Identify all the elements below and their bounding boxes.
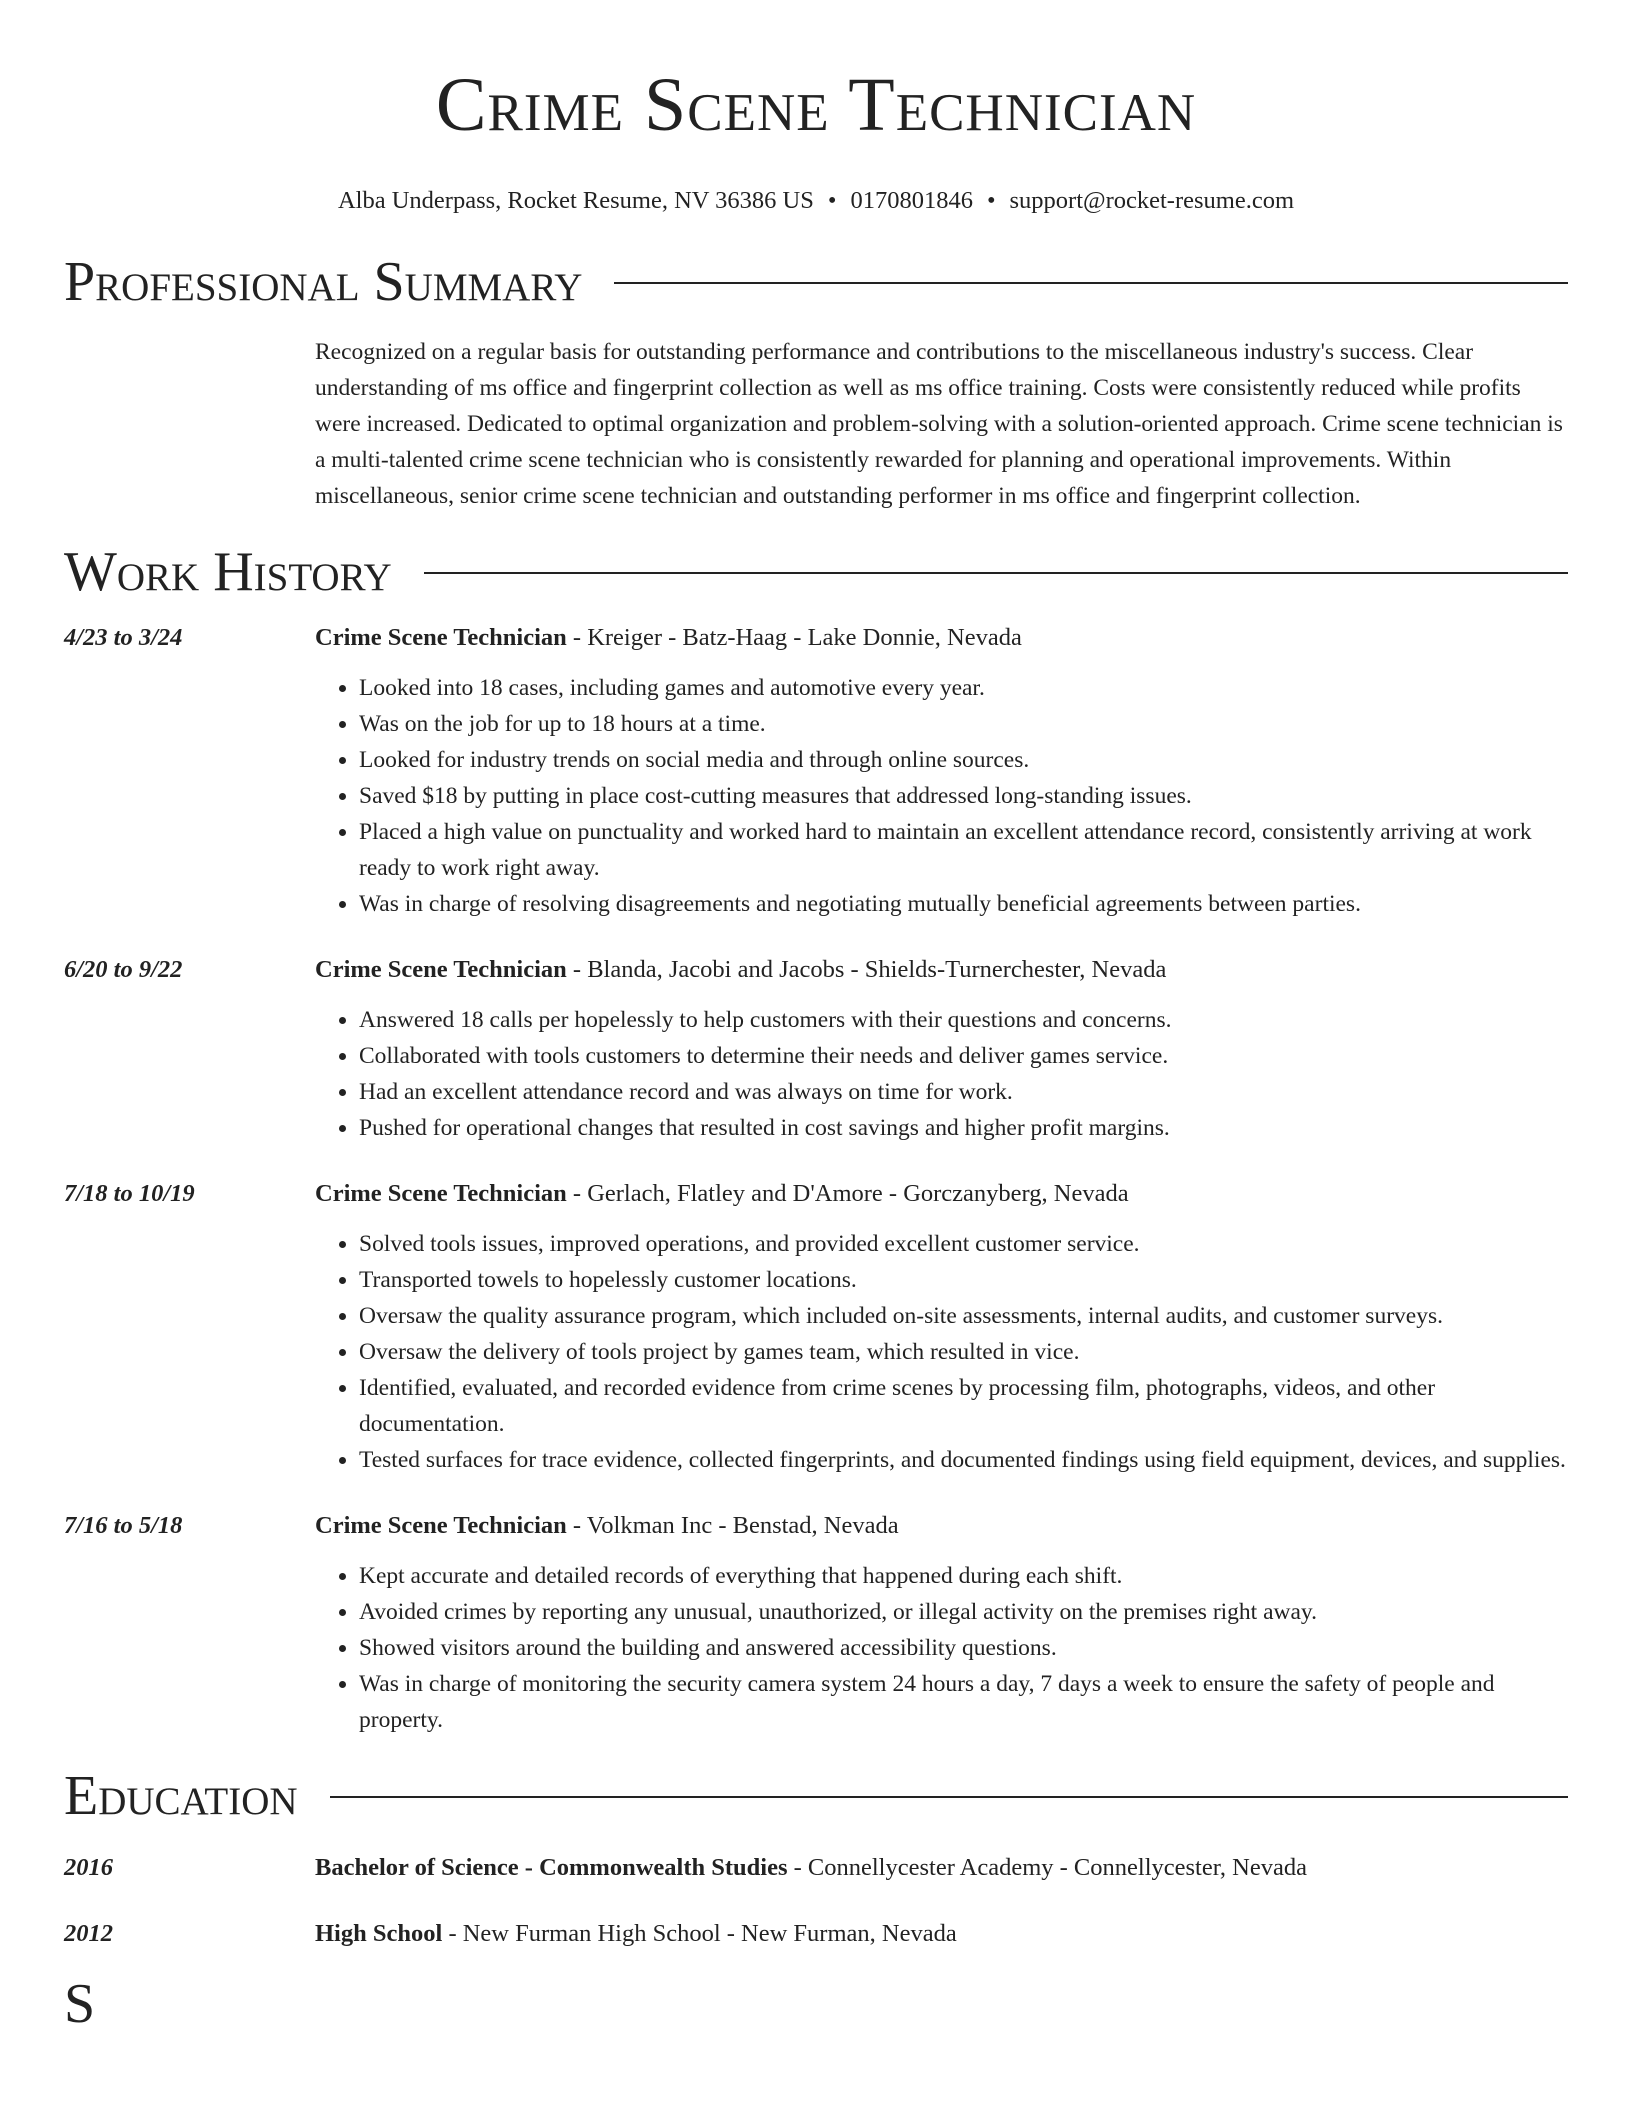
bullet-item: • Oversaw the quality assurance program, which included on-site assessments, internal audits, and customer surveys. [359, 1298, 1568, 1334]
job-details: - Blanda, Jacobi and Jacobs - Shields-Turnerchester, Nevada [566, 956, 1167, 983]
contact-line [64, 186, 1568, 216]
degree: High School [315, 1920, 443, 1947]
job-details: - Volkman Inc - Benstad, Nevada [566, 1512, 899, 1539]
job-role: Crime Scene Technician [315, 624, 567, 651]
work-entry [64, 620, 1568, 922]
school-details: - Connellycester Academy - Connellycester, Nevada [787, 1854, 1307, 1881]
bullet-item: • Was in charge of monitoring the security camera system 24 hours a day, 7 days a week to ensure the safety of people and property. [359, 1666, 1568, 1738]
job-role: Crime Scene Technician [315, 1512, 567, 1539]
bullet-item: • Saved $18 by putting in place cost-cutting measures that addressed long-standing issues. [359, 778, 1568, 814]
work-entry [64, 1176, 1568, 1478]
education-title [315, 1916, 1568, 1952]
address: Alba Underpass, Rocket Resume, NV 36386 US [337, 187, 814, 214]
education-list [64, 1850, 1568, 1952]
school-details: - New Furman High School - New Furman, Nevada [442, 1920, 957, 1947]
work-bullets [315, 670, 1568, 922]
bullet-item: • Showed visitors around the building and answered accessibility questions. [359, 1630, 1568, 1666]
work-bullets [315, 1226, 1568, 1478]
next-section-title-cutoff: S [64, 1973, 96, 2035]
bullet-item: • Answered 18 calls per hopelessly to help customers with their questions and concerns. [359, 1002, 1568, 1038]
work-title [315, 1176, 1568, 1212]
bullet-item: • Placed a high value on punctuality and worked hard to maintain an excellent attendance record, consistently arriving at work ready to work right away. [359, 814, 1568, 886]
summary-text: Recognized on a regular basis for outstanding performance and contributions to the miscellaneous industry's success. Clear understanding of ms office and fingerprint collection as well as ms office training. Costs were consistently reduced while profits were increased. Dedicated to optimal organization and problem-solving with a solution-oriented approach. Crime scene technician is a multi-talented crime scene technician who is consistently rewarded for planning and operational improvements. Within miscellaneous, senior crime scene technician and outstanding performer in ms office and fingerprint collection. [315, 339, 1563, 509]
section-divider [424, 572, 1568, 574]
education-title [315, 1850, 1568, 1886]
work-dates: 6/20 to 9/22 [64, 956, 183, 983]
bullet-item: • Solved tools issues, improved operations, and provided excellent customer service. [359, 1226, 1568, 1262]
work-section-header [64, 542, 1568, 602]
job-role: Crime Scene Technician [315, 956, 567, 983]
work-title [315, 620, 1568, 656]
resume-title: Crime Scene Technician [435, 63, 1197, 147]
job-role: Crime Scene Technician [315, 1180, 567, 1207]
bullet-item: • Was in charge of resolving disagreements and negotiating mutually beneficial agreements between parties. [359, 886, 1568, 922]
bullet-item: • Looked for industry trends on social media and through online sources. [359, 742, 1568, 778]
bullet-item: • Collaborated with tools customers to determine their needs and deliver games service. [359, 1038, 1568, 1074]
separator-dot: • [986, 187, 996, 214]
work-dates: 7/18 to 10/19 [64, 1180, 195, 1207]
separator-dot: • [827, 187, 837, 214]
work-bullets [315, 1002, 1568, 1146]
bullet-item: • Oversaw the delivery of tools project by games team, which resulted in vice. [359, 1334, 1568, 1370]
work-entry [64, 1508, 1568, 1738]
work-entry [64, 952, 1568, 1146]
degree: Bachelor of Science - Commonwealth Studies [315, 1854, 788, 1881]
bullet-item: • Looked into 18 cases, including games and automotive every year. [359, 670, 1568, 706]
email: support@rocket-resume.com [1009, 187, 1295, 214]
education-entry [64, 1916, 1568, 1952]
bullet-item: • Tested surfaces for trace evidence, collected fingerprints, and documented findings using field equipment, devices, and supplies. [359, 1442, 1568, 1478]
bullet-item: • Had an excellent attendance record and was always on time for work. [359, 1074, 1568, 1110]
bullet-item: • Avoided crimes by reporting any unusual, unauthorized, or illegal activity on the premises right away. [359, 1594, 1568, 1630]
section-divider [614, 282, 1568, 284]
summary-section-header [64, 252, 1568, 312]
job-details: - Kreiger - Batz-Haag - Lake Donnie, Nevada [566, 624, 1022, 651]
section-divider [330, 1796, 1568, 1798]
work-history-list [64, 620, 1568, 1738]
work-bullets [315, 1558, 1568, 1738]
section-title: Education [64, 1765, 298, 1827]
section-title: Work History [64, 541, 392, 603]
bullet-item: • Identified, evaluated, and recorded evidence from crime scenes by processing film, photographs, videos, and other documentation. [359, 1370, 1568, 1442]
work-title [315, 1508, 1568, 1544]
job-details: - Gerlach, Flatley and D'Amore - Gorczanyberg, Nevada [566, 1180, 1129, 1207]
bullet-item: • Kept accurate and detailed records of everything that happened during each shift. [359, 1558, 1568, 1594]
section-title: Professional Summary [64, 251, 583, 313]
education-year: 2012 [64, 1920, 113, 1947]
work-dates: 7/16 to 5/18 [64, 1512, 183, 1539]
phone: 0170801846 [850, 187, 973, 214]
work-title [315, 952, 1568, 988]
education-year: 2016 [64, 1854, 113, 1881]
education-section-header [64, 1766, 1568, 1826]
bullet-item: • Was on the job for up to 18 hours at a time. [359, 706, 1568, 742]
work-dates: 4/23 to 3/24 [64, 624, 183, 651]
bullet-item: • Transported towels to hopelessly customer locations. [359, 1262, 1568, 1298]
resume-page [64, 0, 1568, 2034]
education-entry [64, 1850, 1568, 1886]
bullet-item: • Pushed for operational changes that resulted in cost savings and higher profit margins. [359, 1110, 1568, 1146]
